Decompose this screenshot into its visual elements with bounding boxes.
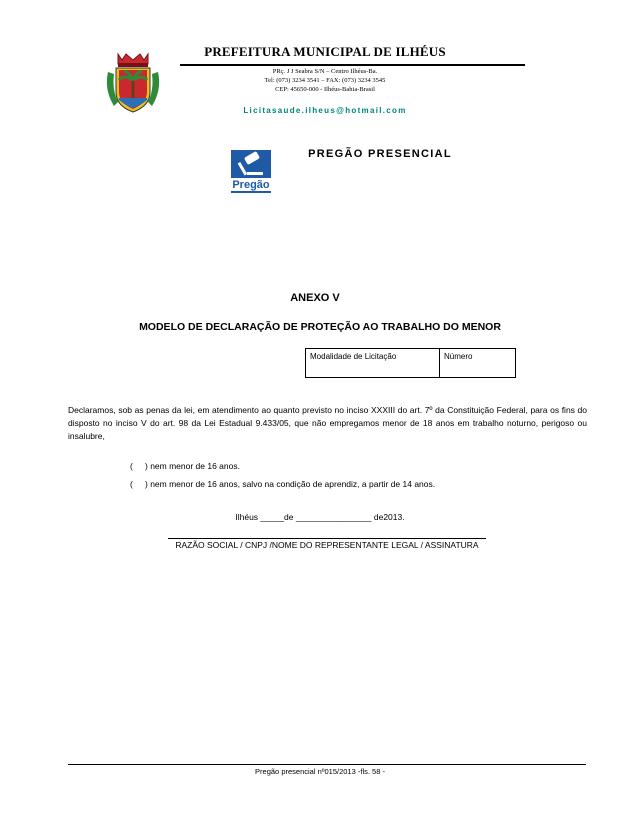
annex-title: ANEXO V	[290, 292, 340, 304]
signature-label: RAZÃO SOCIAL / CNPJ /NOME DO REPRESENTANTE LEGAL / ASSINATURA	[175, 540, 479, 550]
option-apprentice	[130, 479, 435, 489]
modalidade-table	[305, 348, 516, 378]
option-label: ) nem menor de 16 anos.	[145, 461, 240, 471]
checkbox-paren[interactable]: (	[130, 479, 133, 489]
municipality-title: PREFEITURA MUNICIPAL DE ILHÉUS	[204, 44, 446, 59]
section-title: PREGÃO PRESENCIAL	[308, 148, 452, 160]
page-footer: Pregão presencial nº015/2013 -fls. 58 -	[255, 767, 385, 776]
address-line-3: CEP: 45650-000 - Ilhéus-Bahia-Brasil	[275, 86, 375, 93]
numero-cell: Número	[440, 349, 516, 378]
header-divider	[180, 64, 525, 66]
address-line-2: Tel: (073) 3234 3541 – FAX: (073) 3234 3545	[264, 77, 386, 84]
pregao-logo-label: Pregão	[232, 179, 270, 191]
contact-email-link[interactable]: Licitasaude.ilheus@hotmail.com	[243, 106, 407, 115]
date-line: Ilhéus _____de ________________ de2013.	[235, 512, 405, 522]
checkbox-paren[interactable]: (	[130, 461, 133, 471]
option-under-16	[130, 461, 240, 471]
option-label: ) nem menor de 16 anos, salvo na condição de aprendiz, a partir de 14 anos.	[145, 479, 436, 489]
address-line-1: PRç. J J Seabra S/N – Centro Ilhéus-Ba.	[272, 68, 378, 75]
signature-line	[168, 538, 486, 539]
declaration-paragraph: Declaramos, sob as penas da lei, em atendimento ao quanto previsto no inciso XXXIII do art. 7º da Constituição Federal, para os fins do disposto no inciso V do art. 98 da Lei Estadual 9.433/05, que não empregamos menor de 18 anos em trabalho noturno, perigoso ou insalubre,	[68, 405, 587, 441]
modalidade-cell: Modalidade de Licitação	[306, 349, 440, 378]
annex-subtitle: MODELO DE DECLARAÇÃO DE PROTEÇÃO AO TRABALHO DO MENOR	[139, 321, 501, 333]
footer-divider	[68, 764, 586, 765]
